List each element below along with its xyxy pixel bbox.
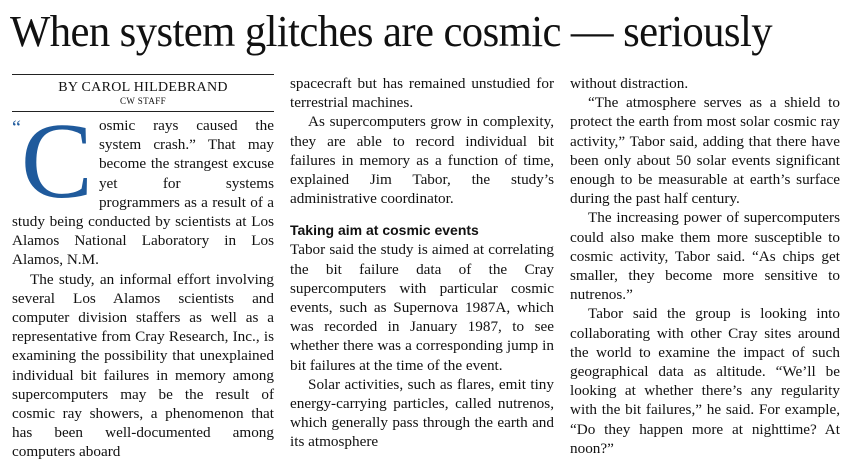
byline-staff: CW STAFF [119,96,167,106]
byline-author: BY CAROL HILDEBRAND [58,80,228,95]
paragraph: Tabor said the group is looking into collaborating with other Cray sites around the world to examine the impact of such geographical data as altitude. “We’ll be looking at whether there’s any regularity with the bit failures,” he said. For example, “Do they happen more at nighttime? At noon?” [570,305,840,457]
paragraph: The increasing power of supercomputers could also make them more susceptible to cosmic activity, Tabor said. “As chips get smaller, they become more sensitive to nutrenos.” [570,209,840,304]
paragraph: without distraction. [570,75,689,92]
headline: When system glitches are cosmic — seriously [10,7,772,56]
paragraph: As supercomputers grow in complexity, they are able to record individual bit failures in memory as a function of time, explained Jim Tabor, the study’s administrative coordinator. [290,113,554,208]
paragraph: spacecraft but has remained unstudied for terrestrial machines. [290,75,554,112]
paragraph: The study, an informal effort involving several Los Alamos scientists and computer division staffers as well as a representative from Cray Research, Inc., is examining the possibility that unexplained individual bit failures in memory among supercomputers may be the result of cosmic ray showers, a phenomenon that has been well-documented among computers aboard [12,270,274,461]
drop-cap-letter: C [20,102,93,221]
column-2 [290,74,554,463]
paragraph: Solar activities, such as flares, emit tiny energy-carrying particles, called nutrenos, which generally pass through the earth and its atmosphere [290,375,554,451]
lead-paragraph: osmic rays caused the system crash.” That may become the strangest excuse yet for systems programmers as a result of a study being conducted by scientists at Los Alamos National Laboratory in Los Alamos, N.M. [12,117,274,269]
column-3 [570,74,840,463]
paragraph: Tabor said the study is aimed at correlating the bit failure data of the Cray supercomputers with particular cosmic events, such as Supernova 1987A, which was recorded in January 1987, to see whether there was a corresponding jump in bit failures at the time of the event. [290,241,554,374]
lead-paragraph-block [12,102,274,270]
column-1 [12,74,274,463]
paragraph: “The atmosphere serves as a shield to protect the earth from most solar cosmic ray activity,” Tabor said, adding that there have been only about 50 solar events significant enough to be measurable at earth’s surface during the past half century. [570,94,840,208]
subheading: Taking aim at cosmic events [290,222,479,239]
byline-top-rule [12,74,274,75]
drop-cap [12,102,93,221]
drop-cap-quote: “ [12,117,21,139]
